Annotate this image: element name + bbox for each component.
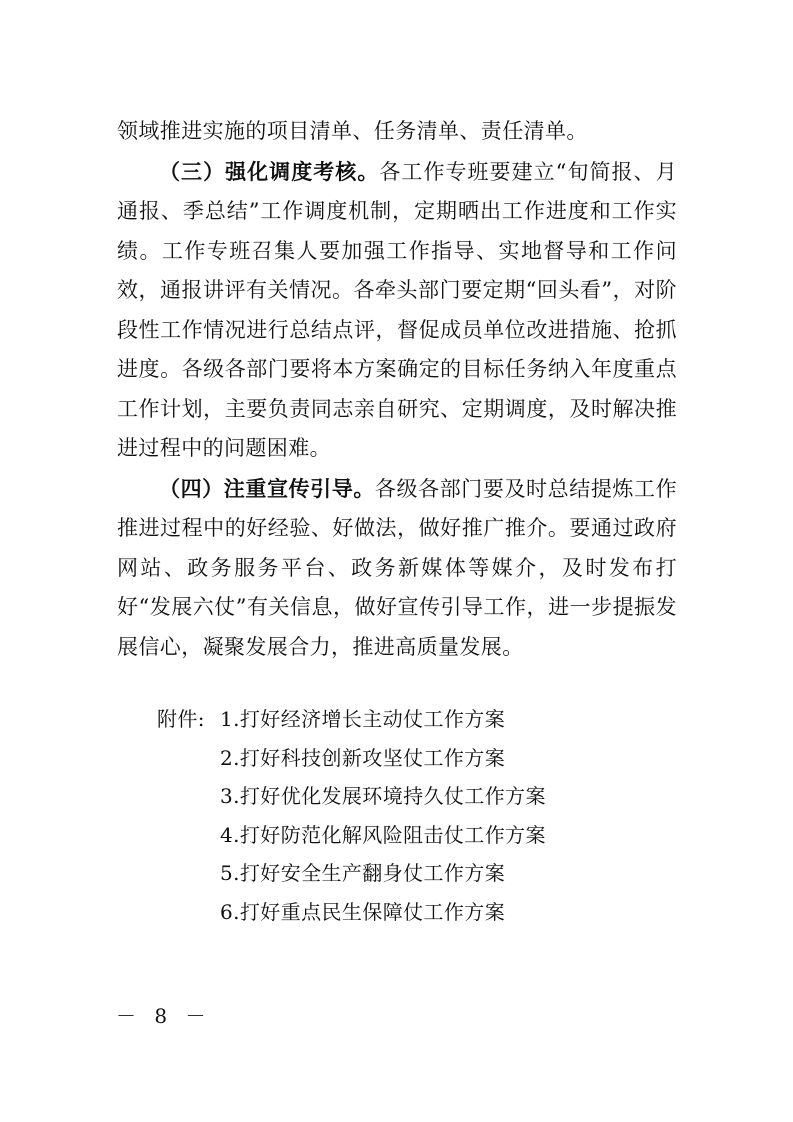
page-number: － 8 － bbox=[116, 1004, 212, 1028]
paragraph-text: 各工作专班要建立“旬简报、月通报、季总结”工作调度机制，定期晒出工作进度和工作实绩。工作专班召集人要加强工作指导、实地督导和工作问效，通报讲评有关情况。各牵头部门要定期“回头看”，对阶段性工作情况进行总结点评，督促成员单位改进措施、抢抓进度。各级各部门要将本方案确定的目标任务纳入年度重点工作计划，主要负责同志亲自研究、定期调度，及时解决推进过程中的问题困难。 bbox=[117, 159, 677, 460]
attachment-number: 4. bbox=[220, 822, 240, 847]
attachment-number: 1. bbox=[220, 707, 240, 731]
attachments-label: 附件: bbox=[157, 707, 205, 731]
attachments-list bbox=[157, 700, 657, 931]
attachment-number: 2. bbox=[220, 745, 240, 770]
paragraph-text: 各级各部门要及时总结提炼工作推进过程中的好经验、好做法，做好推广推介。要通过政府网站、政务服务平台、政务新媒体等媒介，及时发布打好“发展六仗”有关信息，做好宣传引导工作，进一步提振发展信心，凝聚发展合力，推进高质量发展。 bbox=[117, 476, 678, 659]
attachment-title: 打好科技创新攻坚仗工作方案 bbox=[239, 745, 506, 770]
paragraph-dispatch-assessment bbox=[117, 152, 677, 469]
attachment-title: 打好优化发展环境持久仗工作方案 bbox=[239, 784, 546, 808]
attachment-item bbox=[157, 739, 657, 778]
attachment-item bbox=[157, 893, 657, 932]
attachment-title: 打好重点民生保障仗工作方案 bbox=[239, 899, 506, 924]
attachment-title: 打好安全生产翻身仗工作方案 bbox=[239, 861, 506, 885]
paragraph-continuation bbox=[117, 112, 677, 152]
attachment-number: 6. bbox=[220, 899, 240, 924]
paragraph-text: 领域推进实施的项目清单、任务清单、责任清单。 bbox=[117, 119, 588, 143]
attachment-number: 5. bbox=[220, 861, 240, 885]
paragraph-publicity-guidance bbox=[117, 469, 677, 668]
attachment-item bbox=[157, 854, 657, 893]
attachment-item bbox=[157, 816, 657, 855]
attachment-title: 打好经济增长主动仗工作方案 bbox=[239, 707, 506, 731]
attachment-title: 打好防范化解风险阻击仗工作方案 bbox=[239, 822, 546, 847]
attachment-number: 3. bbox=[220, 784, 240, 808]
attachment-item bbox=[157, 777, 657, 816]
body-text bbox=[117, 112, 677, 667]
paragraph-heading: （四）注重宣传引导。 bbox=[159, 475, 375, 501]
attachment-item bbox=[157, 700, 657, 739]
paragraph-heading: （三）强化调度考核。 bbox=[159, 158, 380, 184]
